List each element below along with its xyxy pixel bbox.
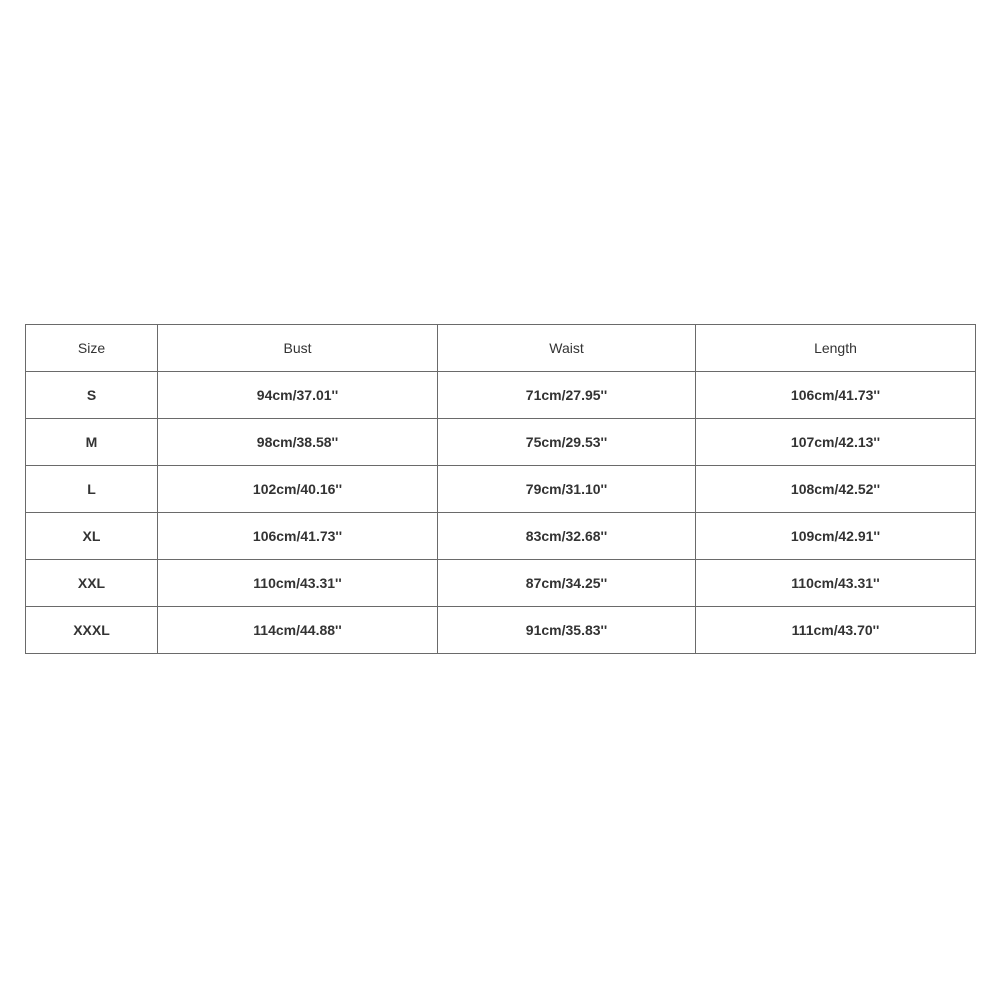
cell-size: XXL <box>26 560 158 607</box>
cell-bust: 114cm/44.88'' <box>158 607 438 654</box>
cell-size: XL <box>26 513 158 560</box>
table-row <box>26 513 976 560</box>
cell-waist: 79cm/31.10'' <box>438 466 696 513</box>
size-chart-table <box>25 324 976 654</box>
table-header-row <box>26 325 976 372</box>
cell-size: M <box>26 419 158 466</box>
cell-waist: 87cm/34.25'' <box>438 560 696 607</box>
header-size: Size <box>26 325 158 372</box>
cell-waist: 71cm/27.95'' <box>438 372 696 419</box>
cell-waist: 83cm/32.68'' <box>438 513 696 560</box>
table-row <box>26 560 976 607</box>
cell-bust: 102cm/40.16'' <box>158 466 438 513</box>
table-row <box>26 372 976 419</box>
cell-length: 111cm/43.70'' <box>696 607 976 654</box>
cell-length: 106cm/41.73'' <box>696 372 976 419</box>
cell-size: XXXL <box>26 607 158 654</box>
cell-bust: 106cm/41.73'' <box>158 513 438 560</box>
cell-length: 108cm/42.52'' <box>696 466 976 513</box>
header-bust: Bust <box>158 325 438 372</box>
cell-bust: 98cm/38.58'' <box>158 419 438 466</box>
cell-waist: 91cm/35.83'' <box>438 607 696 654</box>
cell-bust: 94cm/37.01'' <box>158 372 438 419</box>
cell-waist: 75cm/29.53'' <box>438 419 696 466</box>
table-row <box>26 466 976 513</box>
cell-length: 109cm/42.91'' <box>696 513 976 560</box>
table-row <box>26 607 976 654</box>
cell-size: L <box>26 466 158 513</box>
cell-bust: 110cm/43.31'' <box>158 560 438 607</box>
table-row <box>26 419 976 466</box>
header-length: Length <box>696 325 976 372</box>
header-waist: Waist <box>438 325 696 372</box>
cell-size: S <box>26 372 158 419</box>
cell-length: 110cm/43.31'' <box>696 560 976 607</box>
cell-length: 107cm/42.13'' <box>696 419 976 466</box>
